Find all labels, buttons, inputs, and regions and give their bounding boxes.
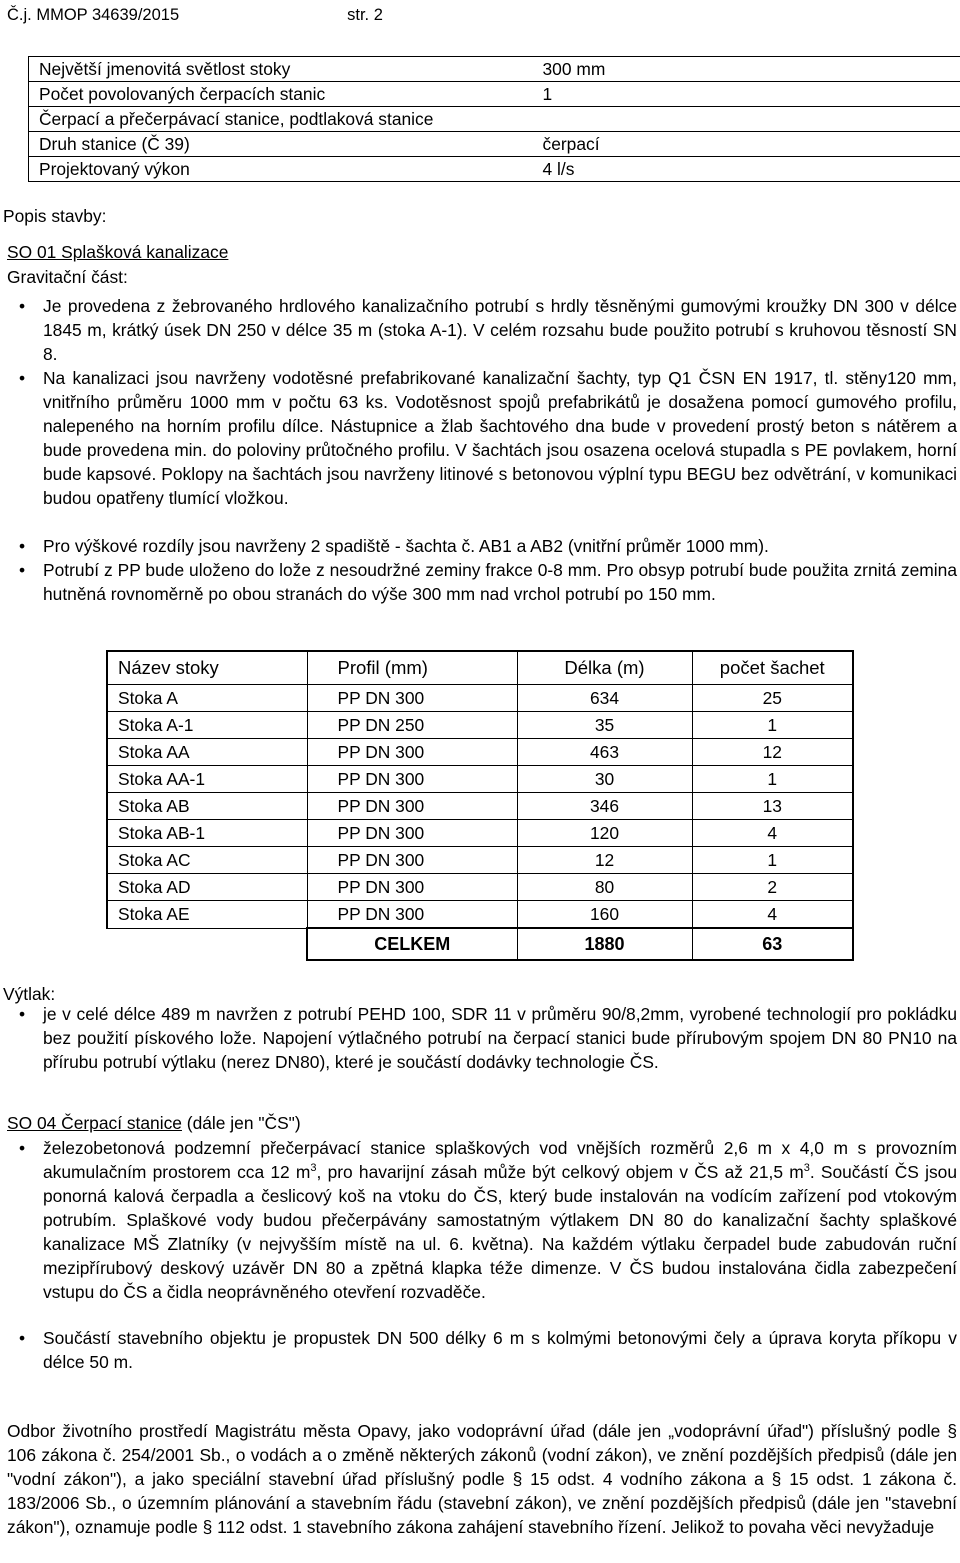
vytlak-heading: Výtlak:: [3, 984, 56, 1004]
table-cell: Stoka AE: [107, 901, 307, 929]
list-item-text: Na kanalizaci jsou navrženy vodotěsné prefabrikované kanalizační šachty, typ Q1 ČSN EN 1917, tl. stěny120 mm, vnitřního průměru 1000 mm v počtu 63 ks. Vodotěsnost spojů prefabrikátů je dosažena pomocí gumového profilu, nalepeného na horním profilu dílce. Nástupnice a žlab šachtového dna bude v provedení prostý beton s nátěrem a bude provedena min. do poloviny průtočného profilu. V šachtách jsou osazena ocelová stupadla s PE povlakem, horní bude kapsové. Poklopy na šachtách jsou navrženy litinové s betonovou výplní typu BEGU bez odvětrání, v komunikaci budou opatřeny tlumící vložkou.: [43, 368, 957, 508]
table-row: [107, 820, 853, 847]
superscript: 3: [310, 1162, 317, 1175]
table-cell: PP DN 300: [307, 874, 517, 901]
list-item: [19, 294, 957, 366]
table-cell: PP DN 300: [307, 739, 517, 766]
section-heading-popis: Popis stavby:: [3, 206, 107, 226]
column-header: Název stoky: [107, 651, 307, 685]
bullet-icon: •: [19, 368, 26, 388]
table-cell: 4: [692, 901, 853, 929]
info-label: Druh stanice (Č 39): [29, 132, 526, 157]
table-row: [107, 874, 853, 901]
table-cell-empty: [107, 928, 307, 960]
column-header: Profil (mm): [307, 651, 517, 685]
table-cell: Stoka AA: [107, 739, 307, 766]
bullet-icon: •: [19, 1004, 26, 1024]
table-cell: 35: [517, 712, 692, 739]
text-part: , pro havarijní zásah může být celkový objem v ČS až 21,5 m: [316, 1162, 804, 1182]
table-cell: 30: [517, 766, 692, 793]
table-cell: Stoka AA-1: [107, 766, 307, 793]
info-row: [29, 157, 960, 182]
info-label: Projektovaný výkon: [29, 157, 526, 182]
list-item: [19, 1002, 957, 1074]
table-row: [107, 793, 853, 820]
list-item-text: Součástí stavebního objektu je propustek DN 500 délky 6 m s kolmými betonovými čely a úprava koryta příkopu v délce 50 m.: [43, 1328, 957, 1372]
list-item: [19, 1326, 957, 1374]
info-row: [29, 82, 960, 107]
table-row: [107, 847, 853, 874]
so04-heading: [7, 1111, 301, 1135]
table-cell: 160: [517, 901, 692, 929]
table-cell: Stoka AB-1: [107, 820, 307, 847]
list-item-text: Pro výškové rozdíly jsou navrženy 2 spadiště - šachta č. AB1 a AB2 (vnitřní průměr 1000 mm).: [43, 536, 769, 556]
list-item: [19, 366, 957, 510]
list-item-text: Je provedena z žebrovaného hrdlového kanalizačního potrubí s hrdly těsněnými gumovými kroužky DN 300 v délce 1845 m, krátký úsek DN 250 v délce 35 m (stoka A-1). V celém rozsahu bude použito potrubí s kruhovou těsností SN 8.: [43, 296, 957, 364]
table-cell: Stoka AC: [107, 847, 307, 874]
table-cell: 1: [692, 847, 853, 874]
bullet-icon: •: [19, 1328, 26, 1348]
info-table: [28, 56, 960, 182]
total-label: CELKEM: [307, 928, 517, 960]
table-cell: Stoka A: [107, 685, 307, 712]
final-paragraph: Odbor životního prostředí Magistrátu města Opavy, jako vodoprávní úřad (dále jen „vodoprávní úřad") příslušný podle § 106 zákona č. 254/2001 Sb., o vodách a o změně některých zákonů (vodní zákon), ve znění pozdějších předpisů (dále jen "vodní zákon"), a jako speciální stavební úřad příslušný podle § 15 odst. 4 vodního zákona a § 15 odst. 1 zákona č. 183/2006 Sb., o územním plánování a stavebním řádu (stavební zákon), ve znění pozdějších předpisů (dále jen "stavební zákon"), oznamuje podle § 112 odst. 1 stavebního zákona zahájení stavebního řízení. Jelikož to povaha věci nevyžaduje: [7, 1421, 957, 1537]
table-cell: 463: [517, 739, 692, 766]
so04-title: SO 04 Čerpací stanice: [7, 1113, 182, 1133]
so01-title: SO 01 Splašková kanalizace: [7, 242, 229, 262]
table-row: [107, 901, 853, 929]
table-cell: PP DN 300: [307, 901, 517, 929]
table-cell: 80: [517, 874, 692, 901]
table-cell: 13: [692, 793, 853, 820]
table-cell: 12: [517, 847, 692, 874]
table-cell: 2: [692, 874, 853, 901]
gravitacni-heading: Gravitační část:: [7, 267, 128, 287]
info-value: čerpací: [526, 132, 960, 157]
table-row: [107, 739, 853, 766]
table-row: [107, 766, 853, 793]
table-cell: Stoka AD: [107, 874, 307, 901]
text-part: . Součástí ČS jsou ponorná kalová čerpadla a česlicový koš na vtoku do ČS, který bude instalován na vodícím zařízení pod vtokovým potrubím. Splaškové vody budou přečerpávány samostatným výtlakem DN 80 do kanalizační šachty splaškové kanalizace MŠ Zlatníky (v nejvyšším místě na ul. 6. května). Na každém výtlaku čerpadel bude zabudován ruční mezipřírubový deskový uzávěr DN 80 a zpětná klapka téže dimenze. V ČS budou instalována čidla zabezpečení vstupu do ČS a čidla neoprávněného otevření rozvaděče.: [43, 1162, 957, 1302]
bullet-icon: •: [19, 296, 26, 316]
info-value: 4 l/s: [526, 157, 960, 182]
table-cell: 120: [517, 820, 692, 847]
page-header: [7, 4, 383, 26]
so04-suffix: (dále jen "ČS"): [181, 1113, 301, 1133]
info-value: 300 mm: [526, 57, 960, 82]
reference-number: Č.j. MMOP 34639/2015: [7, 6, 180, 24]
bullet-icon: •: [19, 536, 26, 556]
table-cell: 634: [517, 685, 692, 712]
superscript: 3: [803, 1162, 810, 1175]
table-cell: PP DN 300: [307, 685, 517, 712]
table-cell: 4: [692, 820, 853, 847]
list-item-text: [43, 1138, 957, 1302]
sewer-table: [106, 650, 854, 961]
info-row: [29, 107, 960, 132]
info-row: [29, 132, 960, 157]
page-number: str. 2: [347, 6, 383, 24]
table-cell: 1: [692, 766, 853, 793]
table-row: [107, 712, 853, 739]
total-length: 1880: [517, 928, 692, 960]
table-row: [107, 685, 853, 712]
bullet-icon: •: [19, 1138, 26, 1158]
list-item: [19, 534, 957, 558]
list-item: [19, 558, 957, 606]
table-cell: Stoka A-1: [107, 712, 307, 739]
total-count: 63: [692, 928, 853, 960]
list-item: [19, 1136, 957, 1304]
table-cell: 1: [692, 712, 853, 739]
bullet-icon: •: [19, 560, 26, 580]
table-cell: Stoka AB: [107, 793, 307, 820]
column-header: Délka (m): [517, 651, 692, 685]
info-row: [29, 57, 960, 82]
table-cell: PP DN 300: [307, 793, 517, 820]
table-cell: 12: [692, 739, 853, 766]
info-section-label: Čerpací a přečerpávací stanice, podtlaková stanice: [29, 107, 960, 132]
table-cell: PP DN 300: [307, 847, 517, 874]
list-item-text: Potrubí z PP bude uloženo do lože z nesoudržné zeminy frakce 0-8 mm. Pro obsyp potrubí bude použita zrnitá zemina hutněná rovnoměrně po obou stranách do výše 300 mm nad vrchol potrubí po 150 mm.: [43, 560, 957, 604]
table-cell: PP DN 300: [307, 766, 517, 793]
info-value: 1: [526, 82, 960, 107]
info-label: Počet povolovaných čerpacích stanic: [29, 82, 526, 107]
table-header-row: [107, 651, 853, 685]
info-label: Největší jmenovitá světlost stoky: [29, 57, 526, 82]
table-cell: 25: [692, 685, 853, 712]
table-cell: PP DN 250: [307, 712, 517, 739]
table-total-row: [107, 928, 853, 960]
text-part: železobetonová podzemní přečerpávací stanice splaškových vod vnějších rozměrů 2,6 m x 4,0 m s provozním akumulačním prostorem cca 12 m: [43, 1138, 957, 1182]
table-cell: PP DN 300: [307, 820, 517, 847]
table-cell: 346: [517, 793, 692, 820]
column-header: počet šachet: [692, 651, 853, 685]
list-item-text: je v celé délce 489 m navržen z potrubí PEHD 100, SDR 11 v průměru 90/8,2mm, vyrobené technologií pro pokládku bez použití pískového lože. Napojení výtlačného potrubí na čerpací stanici bude přírubovým spojem DN 80 PN10 na přírubu potrubí výtlaku (nerez DN80), které je součástí dodávky technologie ČS.: [43, 1004, 957, 1072]
